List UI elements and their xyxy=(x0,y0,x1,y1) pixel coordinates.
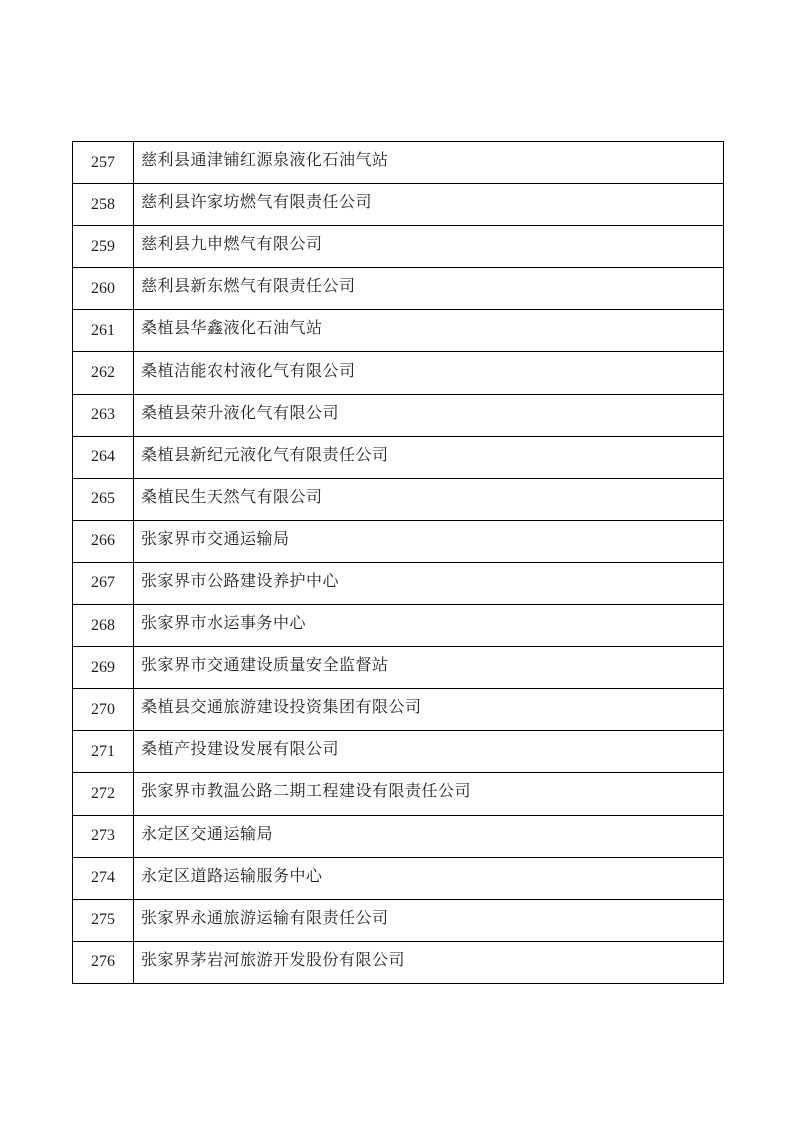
company-name-cell: 张家界茅岩河旅游开发股份有限公司 xyxy=(134,941,724,983)
row-number-cell: 265 xyxy=(73,478,134,520)
table-row xyxy=(73,478,724,520)
row-number-cell: 268 xyxy=(73,605,134,647)
company-name-cell: 张家界市公路建设养护中心 xyxy=(134,562,724,604)
company-name-cell: 桑植县新纪元液化气有限责任公司 xyxy=(134,436,724,478)
company-name-cell: 永定区交通运输局 xyxy=(134,815,724,857)
table-row xyxy=(73,226,724,268)
table-row xyxy=(73,731,724,773)
company-table-body xyxy=(73,142,724,984)
table-row xyxy=(73,815,724,857)
company-list-table xyxy=(72,141,724,984)
company-name-cell: 桑植民生天然气有限公司 xyxy=(134,478,724,520)
row-number-cell: 267 xyxy=(73,562,134,604)
table-row xyxy=(73,773,724,815)
row-number-cell: 262 xyxy=(73,352,134,394)
table-row xyxy=(73,352,724,394)
company-name-cell: 永定区道路运输服务中心 xyxy=(134,857,724,899)
company-name-cell: 桑植县华鑫液化石油气站 xyxy=(134,310,724,352)
row-number-cell: 259 xyxy=(73,226,134,268)
company-name-cell: 慈利县通津铺红源泉液化石油气站 xyxy=(134,142,724,184)
row-number-cell: 272 xyxy=(73,773,134,815)
table-row xyxy=(73,562,724,604)
company-name-cell: 桑植县交通旅游建设投资集团有限公司 xyxy=(134,689,724,731)
company-name-cell: 张家界市水运事务中心 xyxy=(134,605,724,647)
company-name-cell: 桑植产投建设发展有限公司 xyxy=(134,731,724,773)
table-row xyxy=(73,184,724,226)
table-row xyxy=(73,394,724,436)
table-row xyxy=(73,142,724,184)
row-number-cell: 269 xyxy=(73,647,134,689)
company-name-cell: 张家界市教温公路二期工程建设有限责任公司 xyxy=(134,773,724,815)
row-number-cell: 258 xyxy=(73,184,134,226)
company-name-cell: 张家界永通旅游运输有限责任公司 xyxy=(134,899,724,941)
company-name-cell: 张家界市交通建设质量安全监督站 xyxy=(134,647,724,689)
table-row xyxy=(73,899,724,941)
company-name-cell: 慈利县新东燃气有限责任公司 xyxy=(134,268,724,310)
table-row xyxy=(73,520,724,562)
company-name-cell: 慈利县许家坊燃气有限责任公司 xyxy=(134,184,724,226)
table-row xyxy=(73,436,724,478)
row-number-cell: 273 xyxy=(73,815,134,857)
row-number-cell: 276 xyxy=(73,941,134,983)
table-row xyxy=(73,310,724,352)
company-name-cell: 慈利县九申燃气有限公司 xyxy=(134,226,724,268)
company-name-cell: 桑植洁能农村液化气有限公司 xyxy=(134,352,724,394)
table-row xyxy=(73,647,724,689)
company-name-cell: 张家界市交通运输局 xyxy=(134,520,724,562)
row-number-cell: 274 xyxy=(73,857,134,899)
row-number-cell: 266 xyxy=(73,520,134,562)
row-number-cell: 260 xyxy=(73,268,134,310)
table-row xyxy=(73,605,724,647)
row-number-cell: 270 xyxy=(73,689,134,731)
row-number-cell: 257 xyxy=(73,142,134,184)
table-row xyxy=(73,941,724,983)
row-number-cell: 275 xyxy=(73,899,134,941)
row-number-cell: 263 xyxy=(73,394,134,436)
table-row xyxy=(73,857,724,899)
table-row xyxy=(73,268,724,310)
table-row xyxy=(73,689,724,731)
row-number-cell: 264 xyxy=(73,436,134,478)
company-name-cell: 桑植县荣升液化气有限公司 xyxy=(134,394,724,436)
row-number-cell: 271 xyxy=(73,731,134,773)
row-number-cell: 261 xyxy=(73,310,134,352)
